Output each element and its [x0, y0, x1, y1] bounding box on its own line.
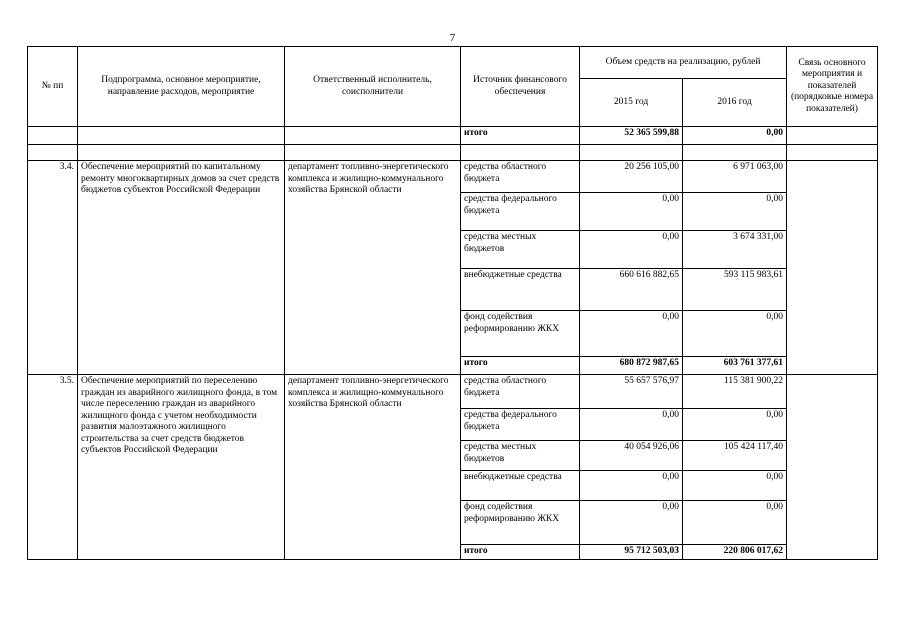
value-2016: 3 674 331,00 [683, 231, 787, 269]
executor-cell [285, 127, 461, 145]
value-2015: 20 256 105,00 [580, 161, 683, 193]
funding-source: фонд содействия реформированию ЖКХ [461, 311, 580, 357]
spacer-cell [461, 145, 580, 161]
funding-source: фонд содействия реформированию ЖКХ [461, 501, 580, 545]
value-2016: 593 115 983,61 [683, 269, 787, 311]
header-year-2016: 2016 год [683, 79, 787, 127]
value-2015: 0,00 [580, 501, 683, 545]
total-value-2016: 603 761 377,61 [683, 357, 787, 375]
value-2015: 0,00 [580, 471, 683, 501]
spacer-cell [285, 145, 461, 161]
value-2016: 6 971 063,00 [683, 161, 787, 193]
total-value-2015: 52 365 599,88 [580, 127, 683, 145]
funding-source: внебюджетные средства [461, 269, 580, 311]
spacer-cell [683, 145, 787, 161]
total-value-2015: 95 712 503,03 [580, 545, 683, 560]
header-row-1 [28, 47, 878, 79]
value-2015: 0,00 [580, 193, 683, 231]
spacer-cell [78, 145, 285, 161]
row-number: 3.4. [28, 161, 78, 375]
total-label: итого [461, 357, 580, 375]
funding-source: средства областного бюджета [461, 161, 580, 193]
table-row [28, 375, 878, 409]
value-2016: 0,00 [683, 193, 787, 231]
funding-source: средства федерального бюджета [461, 409, 580, 441]
indicator-link [787, 375, 878, 560]
spacer-cell [787, 145, 878, 161]
budget-table [27, 46, 878, 560]
header-year-2015: 2015 год [580, 79, 683, 127]
table-row [28, 161, 878, 193]
value-2015: 40 054 926,06 [580, 441, 683, 471]
responsible-executor: департамент топливно-энергетического комплекса и жилищно-коммунального хозяйства Брянской области [285, 161, 461, 375]
table-row-spacer [28, 145, 878, 161]
program-description: Обеспечение мероприятий по переселению граждан из аварийного жилищного фонда, в том числе переселению граждан из аварийного жилищного фонда с учетом необходимости развития малоэтажного жилищного строительства за счет средств бюджетов субъектов Российской Федерации [78, 375, 285, 560]
header-volume: Объем средств на реализацию, рублей [580, 47, 787, 79]
funding-source: средства местных бюджетов [461, 231, 580, 269]
funding-source: внебюджетные средства [461, 471, 580, 501]
total-value-2016: 220 806 017,62 [683, 545, 787, 560]
table-row [28, 127, 878, 145]
row-number: 3.5. [28, 375, 78, 560]
num-cell [28, 127, 78, 145]
table-body [28, 127, 878, 560]
value-2016: 0,00 [683, 501, 787, 545]
link-cell [787, 127, 878, 145]
page-number: 7 [449, 32, 456, 44]
header-num: № пп [28, 47, 78, 127]
header-program: Подпрограмма, основное мероприятие, направление расходов, мероприятие [78, 47, 285, 127]
header-link: Связь основного мероприятия и показателей (порядковые номера показателей) [787, 47, 878, 127]
program-description: Обеспечение мероприятий по капитальному ремонту многоквартирных домов за счет средств бюджетов субъектов Российской Федерации [78, 161, 285, 375]
value-2015: 0,00 [580, 311, 683, 357]
value-2016: 0,00 [683, 311, 787, 357]
value-2016: 105 424 117,40 [683, 441, 787, 471]
total-value-2015: 680 872 987,65 [580, 357, 683, 375]
spacer-cell [580, 145, 683, 161]
responsible-executor: департамент топливно-энергетического комплекса и жилищно-коммунального хозяйства Брянской области [285, 375, 461, 560]
program-cell [78, 127, 285, 145]
value-2015: 0,00 [580, 409, 683, 441]
value-2016: 0,00 [683, 471, 787, 501]
funding-source: средства областного бюджета [461, 375, 580, 409]
indicator-link [787, 161, 878, 375]
value-2016: 0,00 [683, 409, 787, 441]
total-label: итого [461, 127, 580, 145]
value-2015: 55 657 576,97 [580, 375, 683, 409]
value-2015: 0,00 [580, 231, 683, 269]
budget-table-container [27, 46, 877, 560]
header-source: Источник финансового обеспечения [461, 47, 580, 127]
funding-source: средства местных бюджетов [461, 441, 580, 471]
value-2015: 660 616 882,65 [580, 269, 683, 311]
funding-source: средства федерального бюджета [461, 193, 580, 231]
header-executor: Ответственный исполнитель, соисполнители [285, 47, 461, 127]
total-label: итого [461, 545, 580, 560]
value-2016: 115 381 900,22 [683, 375, 787, 409]
spacer-cell [28, 145, 78, 161]
total-value-2016: 0,00 [683, 127, 787, 145]
